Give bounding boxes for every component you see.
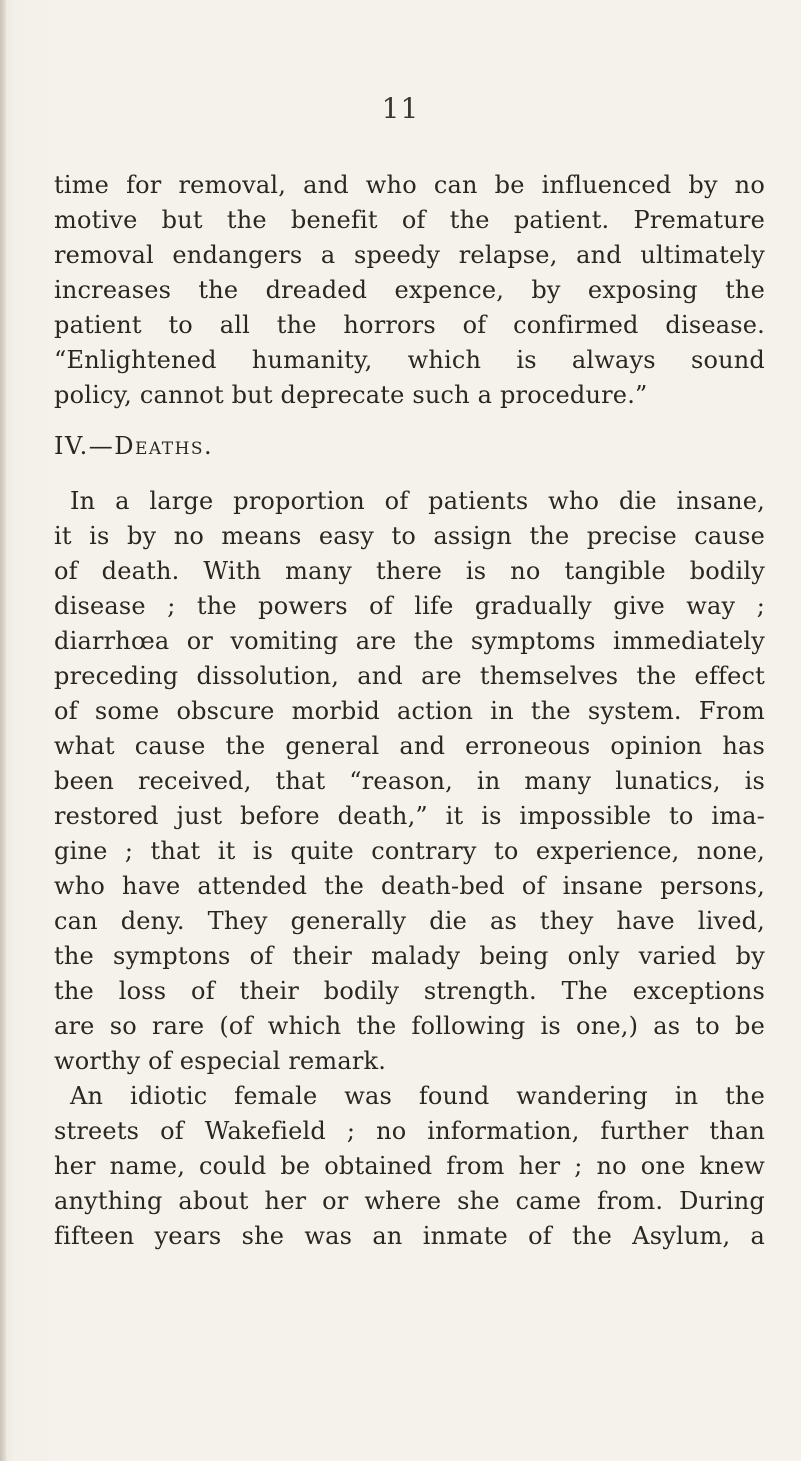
text-line: it is by no means easy to assign the precise cause bbox=[54, 522, 765, 550]
text-line: In a large proportion of patients who die insane, bbox=[70, 487, 765, 515]
text-line: disease ; the powers of life gradually give way ; bbox=[54, 592, 765, 620]
text-line: preceding dissolution, and are themselves the effect bbox=[54, 662, 765, 690]
text-line: restored just before death,” it is impossible to ima- bbox=[54, 802, 765, 830]
text-line: diarrhœa or vomiting are the symptoms immediately bbox=[54, 627, 765, 655]
text-line: who have attended the death-bed of insane persons, bbox=[54, 872, 765, 900]
page-number: 11 bbox=[381, 92, 420, 125]
paragraph-3 bbox=[54, 1079, 765, 1254]
paragraph-2 bbox=[54, 484, 765, 1079]
text-line: streets of Wakefield ; no information, further than bbox=[54, 1117, 765, 1145]
page-binding-edge bbox=[0, 0, 6, 1461]
paragraph-1 bbox=[54, 168, 765, 413]
text-line: motive but the benefit of the patient. Premature bbox=[54, 206, 765, 234]
text-line: anything about her or where she came from. During bbox=[54, 1187, 765, 1215]
text-line: are so rare (of which the following is one,) as to be bbox=[54, 1012, 765, 1040]
text-line: her name, could be obtained from her ; no one knew bbox=[54, 1152, 765, 1180]
text-line: been received, that “reason, in many lunatics, is bbox=[54, 767, 765, 795]
text-line: the symptons of their malady being only varied by bbox=[54, 942, 765, 970]
text-line: time for removal, and who can be influenced by no bbox=[54, 171, 765, 199]
text-line: increases the dreaded expence, by exposing the bbox=[54, 276, 765, 304]
text-line: of death. With many there is no tangible bodily bbox=[54, 557, 765, 585]
text-line: fifteen years she was an inmate of the Asylum, a bbox=[54, 1222, 765, 1250]
text-line: policy, cannot but deprecate such a procedure.” bbox=[54, 381, 648, 409]
text-line: patient to all the horrors of confirmed disease. bbox=[54, 311, 765, 339]
text-line: worthy of especial remark. bbox=[54, 1047, 387, 1075]
spacer bbox=[54, 413, 765, 429]
text-line: gine ; that it is quite contrary to experience, none, bbox=[54, 837, 765, 865]
text-line: removal endangers a speedy relapse, and ultimately bbox=[54, 241, 765, 269]
spacer bbox=[54, 464, 765, 484]
text-line: An idiotic female was found wandering in the bbox=[70, 1082, 765, 1110]
text-body bbox=[54, 168, 765, 1254]
text-line: of some obscure morbid action in the system. From bbox=[54, 697, 765, 725]
text-line: “Enlightened humanity, which is always sound bbox=[54, 346, 765, 374]
section-heading: IV.—Deaths. bbox=[54, 432, 214, 460]
text-line: the loss of their bodily strength. The exceptions bbox=[54, 977, 765, 1005]
text-line: can deny. They generally die as they have lived, bbox=[54, 907, 765, 935]
text-line: what cause the general and erroneous opinion has bbox=[54, 732, 765, 760]
